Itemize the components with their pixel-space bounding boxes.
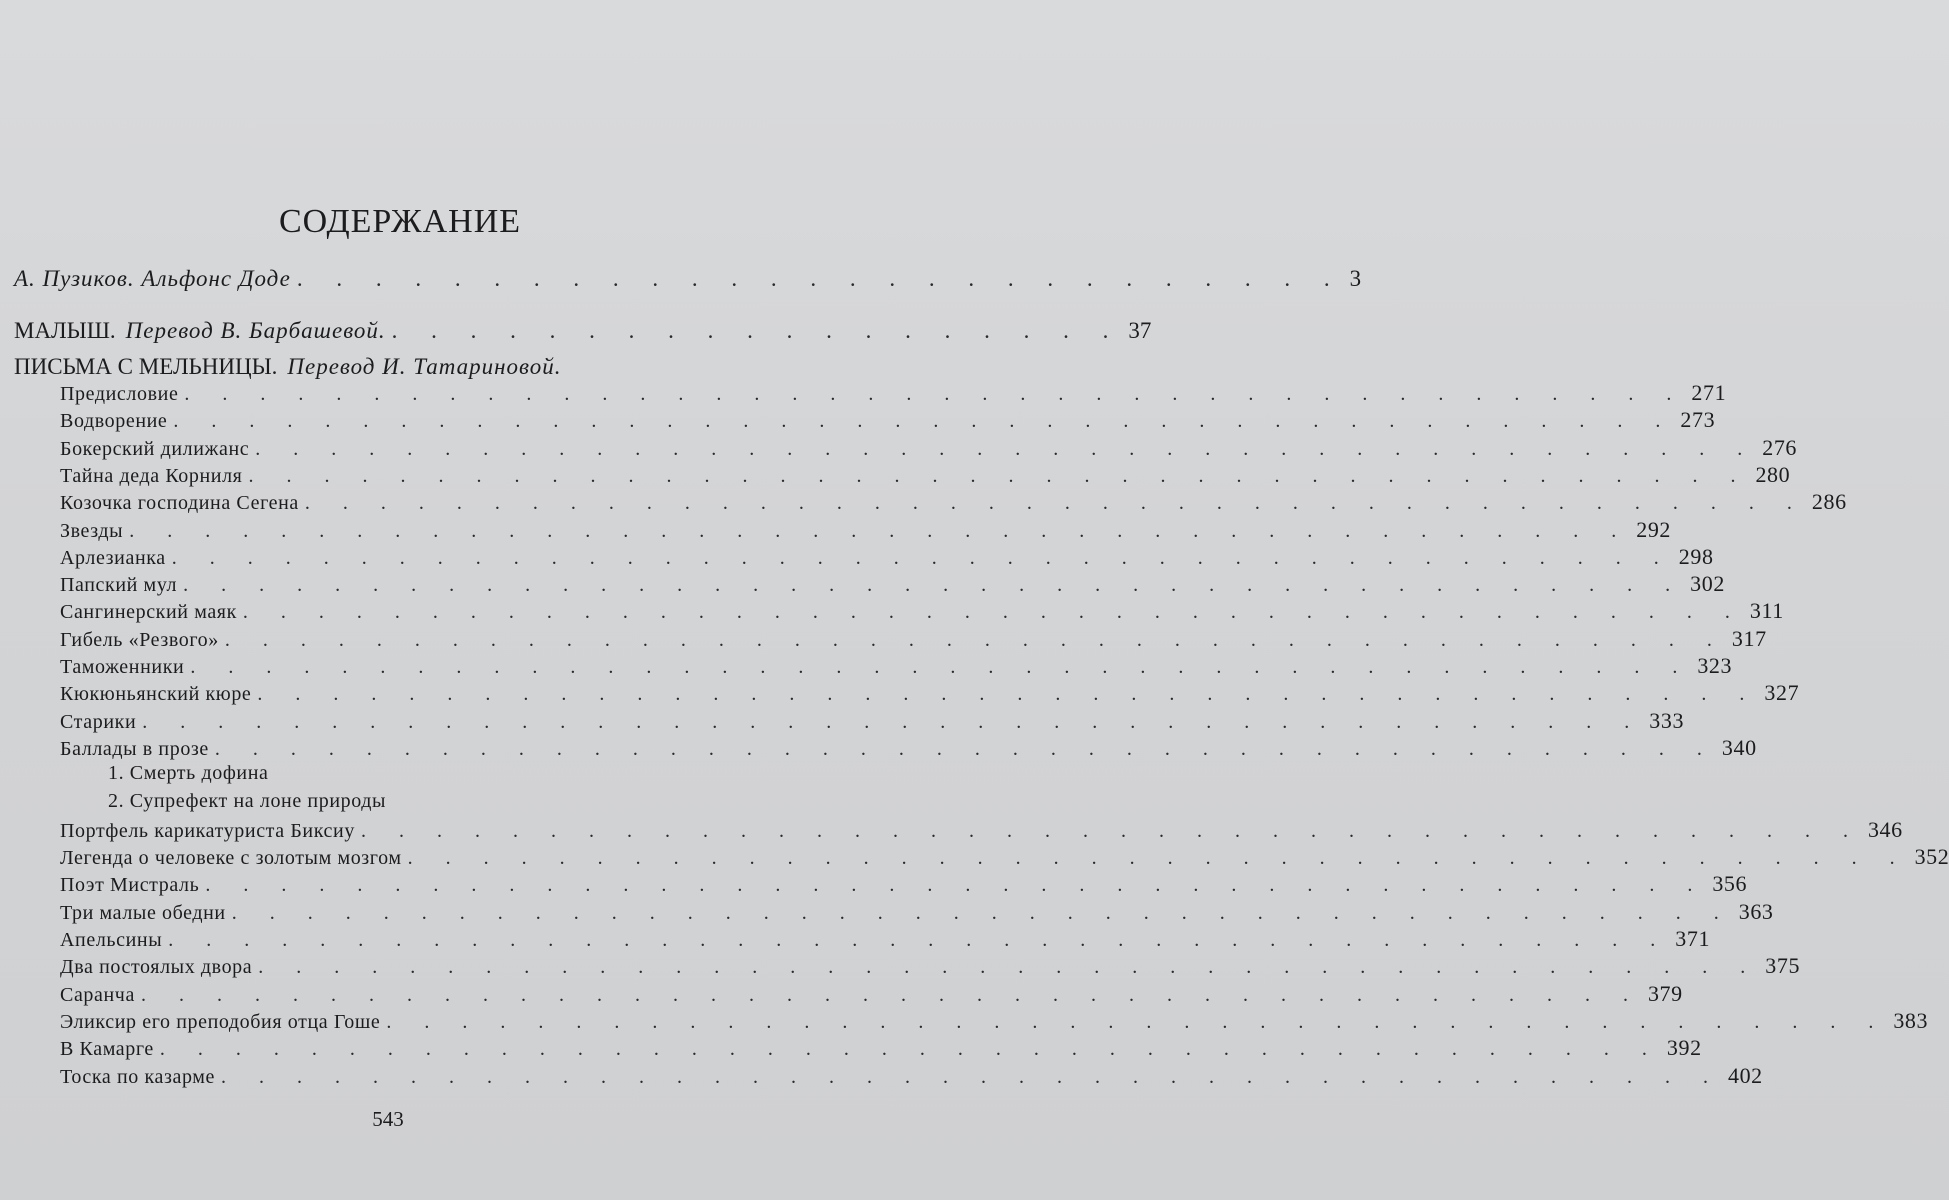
toc-entry-row [60,980,1683,1008]
toc-entry-row [60,1062,1763,1090]
toc-entry-page: 333 [1649,707,1685,733]
leader-dots: . . . . . . . . . . . . . . . . . . . . . . . . . . . . . . . . . . . . . . . . [190,656,1692,678]
leader-dots: . . . . . . . . . . . . . . . . . . . . . . . . . . . . . . . . . . . . . . . . [231,901,1733,924]
toc-entry-page: 271 [1691,380,1727,405]
toc-entry-label: Звезды [60,519,124,542]
toc-entry-page: 352 [1914,844,1949,870]
toc-entry-page: 327 [1764,680,1800,706]
toc-entry-page: 383 [1893,1007,1929,1033]
toc-entry-row [60,625,1767,653]
page-title: СОДЕРЖАНИЕ [278,203,522,240]
toc-intro-row [14,266,1362,292]
toc-novel-translator: Перевод В. Барбашевой. [125,318,386,343]
toc-entry-row [60,1007,1929,1035]
toc-entry-row [60,380,1727,407]
toc-novel-page: 37 [1128,318,1152,343]
toc-entry-page: 273 [1680,407,1716,433]
toc-entry-page: 375 [1765,953,1801,979]
leader-dots: . . . . . . . . . . . . . . . . . . . . . . . . . . . . . . . . . . . . . . . . [304,492,1806,515]
toc-entry-row [60,953,1801,980]
toc-entry-label: Баллады в прозе [60,737,209,760]
page-number: 543 [372,1107,404,1131]
toc-entry-page: 323 [1697,653,1733,678]
toc-entry-row [60,680,1800,707]
toc-entry-label: Апельсины [60,929,163,951]
toc-entry-row [60,598,1784,625]
toc-entry-label: Бокерский дилижанс [60,437,250,460]
toc-entry-page: 302 [1690,571,1725,597]
toc-entry-page: 363 [1738,898,1774,924]
toc-entry-label: Предисловие [60,383,179,405]
leader-dots: . . . . . . . . . . . . . . . . . . . . . . . . . . . . . . . . . . . . . . . . [205,874,1707,897]
toc-entry-label: Портфель карикатуриста Биксиу [60,819,355,842]
leader-dots: . . . . . . . . . . . . . . . . . . . . . . . . . . . . . . . . . . . . . . . . [220,1065,1722,1088]
toc-entry-label: В Камарге [60,1038,154,1061]
toc-sub-entry-label: 2. Супрефект на лоне природы [108,789,387,812]
toc-entry-row [60,571,1725,598]
toc-entry-page: 292 [1636,516,1672,542]
leader-dots: . . . . . . . . . . . . . . . . . . . . . . . . . . . . . . . . . . . . . . . . [248,464,1750,487]
leader-dots: . . . . . . . . . . . . . . . . . . . . . . . . . . . . . . . . . . . . . . . . [214,737,1716,760]
toc-entry-label: Саранча [60,983,135,1006]
leader-dots: . . . . . . . . . . . . . . . . . . . . . . . . . . . . . . . . . . . . . . . . [159,1038,1661,1061]
toc-entry-row [60,926,1711,953]
leader-dots: . . . . . . . . . . . . . . . . . . . . . . . . . . . . . . . . . . . . . . . . [407,847,1909,870]
toc-entry-page: 356 [1712,871,1748,897]
toc-entry-label: Козочка господина Сегена [60,492,299,515]
leader-dots: . . . . . . . . . . . . . . . . . . . . . . . . . . . . . . . . . . . . . . . . [140,983,1642,1006]
toc-novel-title: МАЛЫШ. [14,318,116,343]
toc-entry-row [60,543,1714,571]
leader-dots: . . . . . . . . . . . . . . . . . . . . . . . . . . . [296,266,1344,291]
leader-dots: . . . . . . . . . . . . . . . . . . . . . . . . . . . . . . . . . . . . . . . . [184,383,1686,405]
leader-dots: . . . . . . . . . . . . . . . . . . . . . . . . . . . . . . . . . . . . . . . . [258,956,1760,979]
toc-entry-row [60,871,1748,898]
toc-entry-label: Тайна деда Корниля [60,464,243,487]
toc-entry-row [60,407,1716,434]
toc-entry-row [60,707,1685,735]
toc-entry-page: 286 [1811,489,1847,515]
toc-entry-row [60,816,1903,844]
toc-entry-page: 340 [1721,734,1757,760]
toc-entry-page: 371 [1675,926,1711,951]
toc-entry-label: Два постоялых двора [60,956,253,979]
toc-entry-label: Гибель «Резвого» [60,628,219,651]
toc-entry-row [60,653,1733,680]
toc-entry-page: 276 [1762,434,1798,460]
toc-sub-entry-row [108,762,768,785]
leader-dots: . . . . . . . . . . . . . . . . . . . . . . . . . . . . . . . . . . . . . . . . [255,437,1757,460]
toc-entry-label: Папский мул [60,574,178,597]
toc-entry-row [60,516,1672,544]
leader-dots: . . . . . . . . . . . . . . . . . . . . . . . . . . . . . . . . . . . . . . . . [257,683,1759,706]
toc-entry-row [60,844,1949,871]
leader-dots: . . . . . . . . . . . . . . . . . . . [391,318,1123,343]
toc-entry-label: Легенда о человеке с золотым мозгом [60,847,402,870]
toc-entry-label: Таможенники [60,656,185,678]
toc-entry-label: Тоска по казарме [60,1065,215,1088]
toc-intro-label: А. Пузиков. Альфонс Доде [14,266,291,291]
leader-dots: . . . . . . . . . . . . . . . . . . . . . . . . . . . . . . . . . . . . . . . . [360,819,1862,842]
leader-dots: . . . . . . . . . . . . . . . . . . . . . . . . . . . . . . . . . . . . . . . . [183,574,1685,597]
toc-collection-title: ПИСЬМА С МЕЛЬНИЦЫ. [14,354,278,379]
toc-entry-page: 311 [1749,598,1784,624]
leader-dots: . . . . . . . . . . . . . . . . . . . . . . . . . . . . . . . . . . . . . . . . [142,710,1644,733]
toc-collection-translator: Перевод И. Татариновой. [287,354,562,379]
toc-entry-label: Водворение [60,410,168,433]
leader-dots: . . . . . . . . . . . . . . . . . . . . . . . . . . . . . . . . . . . . . . . . [129,519,1631,542]
toc-entry-row [60,461,1791,489]
toc-entry-row [60,898,1774,926]
toc-entry-row [60,434,1798,462]
toc-entry-row [60,734,1757,762]
toc-collection-row [14,354,814,380]
toc-entry-page: 379 [1647,980,1683,1006]
toc-sub-entry-label: 1. Смерть дофина [108,762,269,785]
leader-dots: . . . . . . . . . . . . . . . . . . . . . . . . . . . . . . . . . . . . . . . . [173,410,1675,433]
toc-novel-row [14,318,1152,344]
toc-entry-page: 402 [1727,1062,1763,1088]
toc-entry-label: Эликсир его преподобия отца Гоше [60,1010,381,1033]
toc-entry-page: 317 [1731,625,1767,651]
toc-entry-label: Сангинерский маяк [60,601,237,624]
toc-entry-page: 392 [1666,1035,1702,1061]
leader-dots: . . . . . . . . . . . . . . . . . . . . . . . . . . . . . . . . . . . . . . . . [242,601,1744,624]
toc-entry-label: Кюкюньянский кюре [60,683,252,706]
toc-intro-page: 3 [1349,266,1362,291]
leader-dots: . . . . . . . . . . . . . . . . . . . . . . . . . . . . . . . . . . . . . . . . [171,546,1673,569]
toc-entry-row [60,489,1847,516]
toc-sub-entry-row [108,790,768,813]
toc-entry-label: Старики [60,710,137,733]
toc-entry-page: 298 [1678,543,1714,569]
toc-entry-page: 346 [1867,816,1903,842]
toc-entry-row [60,1035,1702,1062]
toc-entry-page: 280 [1755,461,1791,487]
toc-entry-label: Три малые обедни [60,901,226,924]
leader-dots: . . . . . . . . . . . . . . . . . . . . . . . . . . . . . . . . . . . . . . . . [224,628,1726,651]
toc-entry-label: Поэт Мистраль [60,874,200,897]
leader-dots: . . . . . . . . . . . . . . . . . . . . . . . . . . . . . . . . . . . . . . . . [168,929,1670,951]
toc-entry-label: Арлезианка [60,546,166,569]
leader-dots: . . . . . . . . . . . . . . . . . . . . . . . . . . . . . . . . . . . . . . . . [386,1010,1888,1033]
